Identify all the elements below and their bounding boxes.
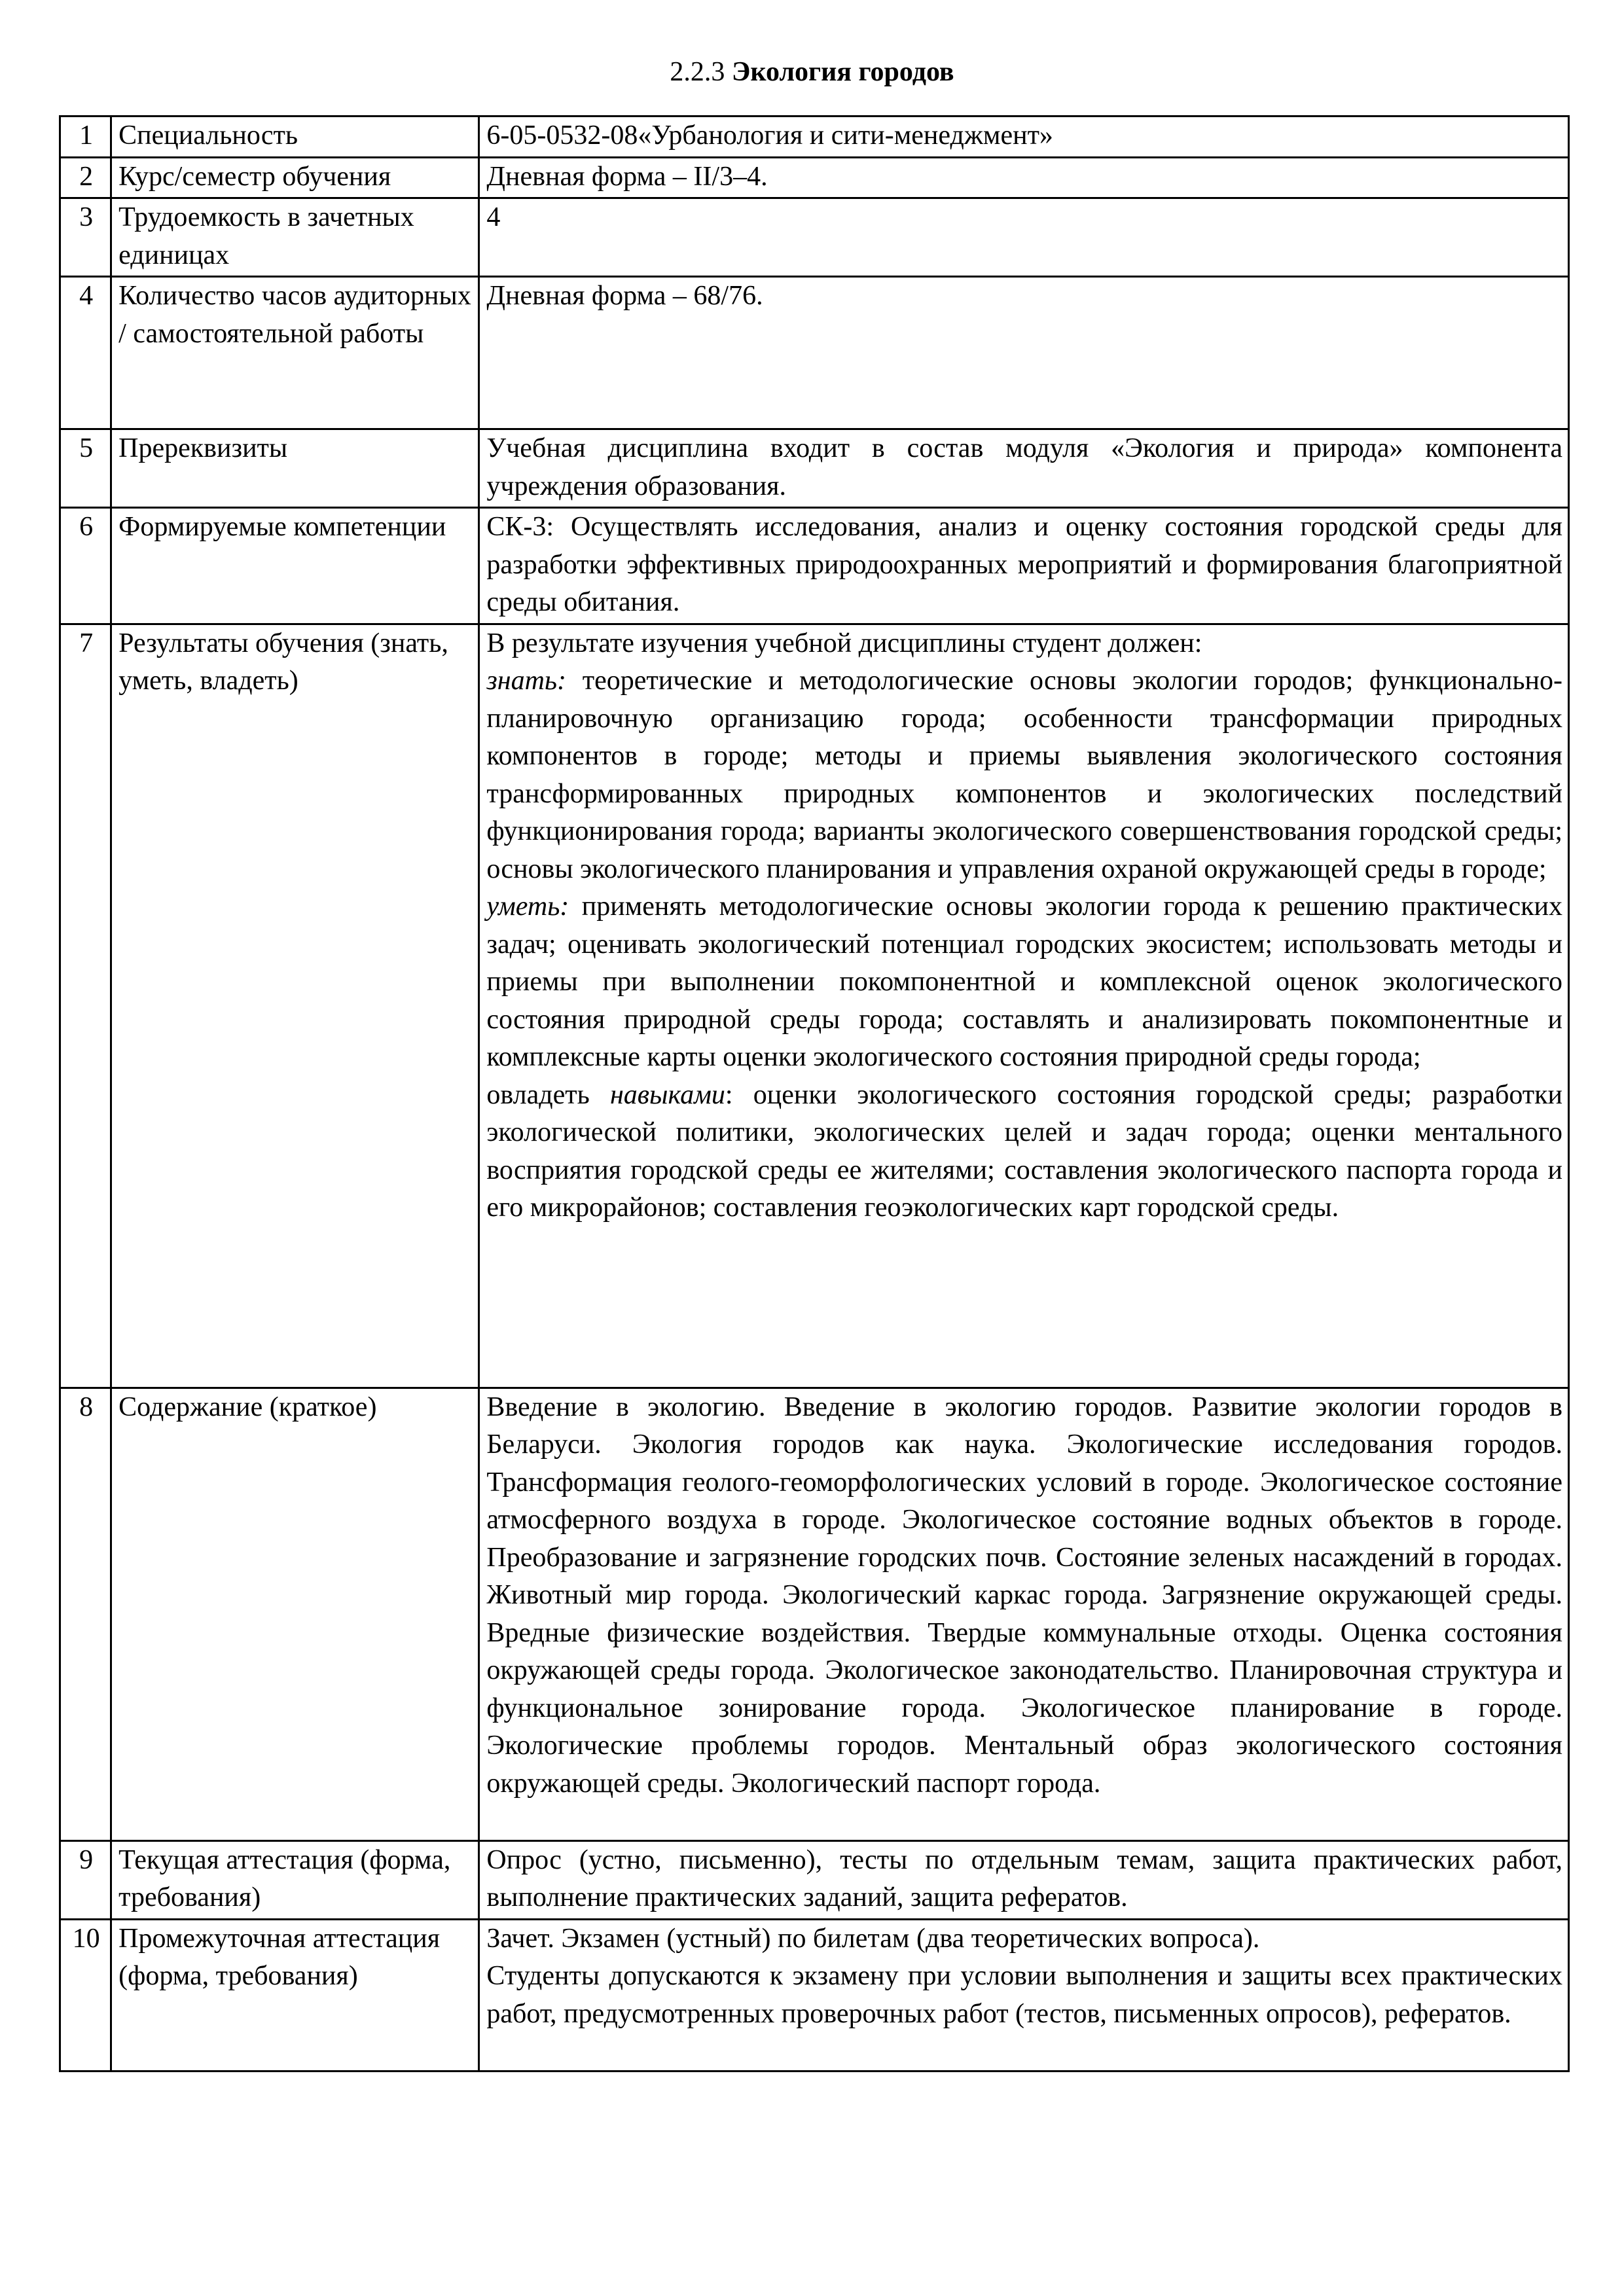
master-text: : оценки экологического состояния городской среды; разработки экологической политики, экологических целей и задач города; оценки ментального восприятия городской среды ее жителями; составления экологического паспорта города и его микрорайонов; составления геоэкологических карт городской среды. xyxy=(486,1079,1562,1223)
results-master xyxy=(486,1077,1562,1227)
row-value: Дневная форма – 68/76. xyxy=(479,277,1569,429)
results-can xyxy=(486,888,1562,1077)
table-row xyxy=(60,1840,1569,1919)
row-value: СК-3: Осуществлять исследования, анализ и оценку состояния городской среды для разработки эффективных природоохранных мероприятий и формирования благоприятной среды обитания. xyxy=(479,508,1569,624)
row-number: 2 xyxy=(60,157,111,198)
attestation-main: Зачет. Экзамен (устный) по билетам (два теоретических вопроса). xyxy=(486,1923,1260,1954)
row-value xyxy=(479,1919,1569,2071)
table-row xyxy=(60,429,1569,508)
row-label: Трудоемкость в зачетных единицах xyxy=(111,198,479,277)
table-row xyxy=(60,1388,1569,1840)
row-value: Опрос (устно, письменно), тесты по отдельным темам, защита практических работ, выполнение практических заданий, защита рефератов. xyxy=(479,1840,1569,1919)
row-number: 5 xyxy=(60,429,111,508)
row-label: Промежуточная аттестация (форма, требования) xyxy=(111,1919,479,2071)
results-intro: В результате изучения учебной дисциплины студент должен: xyxy=(486,628,1202,658)
table-row xyxy=(60,508,1569,624)
know-text: теоретические и методологические основы экологии городов; функционально-планировочную организацию города; особенности трансформации природных компонентов в городе; методы и приемы выявления экологического состояния трансформированных природных компонентов и экологических последствий функционирования города; варианты экологического совершенствования городской среды; основы экологического планирования и управления охраной окружающей среды в городе; xyxy=(486,666,1562,884)
row-number: 1 xyxy=(60,117,111,158)
row-label: Формируемые компетенции xyxy=(111,508,479,624)
row-value: 4 xyxy=(479,198,1569,277)
section-number: 2.2.3 xyxy=(670,57,725,87)
section-title: Экология городов xyxy=(731,57,954,87)
row-value xyxy=(479,624,1569,1388)
can-label: уметь: xyxy=(486,891,569,922)
know-label: знать: xyxy=(486,666,567,696)
row-value: Дневная форма – II/3–4. xyxy=(479,157,1569,198)
row-number: 4 xyxy=(60,277,111,429)
row-label: Курс/семестр обучения xyxy=(111,157,479,198)
row-value: 6-05-0532-08«Урбанология и сити-менеджмент» xyxy=(479,117,1569,158)
table-row xyxy=(60,157,1569,198)
row-number: 8 xyxy=(60,1388,111,1840)
attestation-conditions: Студенты допускаются к экзамену при условии выполнения и защиты всех практических работ, предусмотренных проверочных работ (тестов, письменных опросов), рефератов. xyxy=(486,1961,1562,2029)
table-row xyxy=(60,1919,1569,2071)
row-label: Специальность xyxy=(111,117,479,158)
table-row xyxy=(60,277,1569,429)
row-number: 10 xyxy=(60,1919,111,2071)
results-know xyxy=(486,662,1562,888)
table-row xyxy=(60,117,1569,158)
page-title xyxy=(0,54,1624,90)
row-label: Содержание (краткое) xyxy=(111,1388,479,1840)
course-table xyxy=(59,115,1570,2072)
master-label: навыками xyxy=(609,1079,725,1110)
master-prefix: овладеть xyxy=(486,1079,590,1110)
row-value: Учебная дисциплина входит в состав модуля «Экология и природа» компонента учреждения образования. xyxy=(479,429,1569,508)
row-label: Результаты обучения (знать, уметь, владеть) xyxy=(111,624,479,1388)
row-number: 6 xyxy=(60,508,111,624)
row-number: 9 xyxy=(60,1840,111,1919)
row-label: Пререквизиты xyxy=(111,429,479,508)
table-row xyxy=(60,198,1569,277)
row-number: 7 xyxy=(60,624,111,1388)
can-text: применять методологические основы экологии города к решению практических задач; оценивать экологический потенциал городских экосистем; использовать методы и приемы при выполнении покомпонентной и комплексной оценок экологического состояния природной среды города; составлять и анализировать покомпонентные и комплексные карты оценки экологического состояния природной среды города; xyxy=(486,891,1562,1072)
table-row xyxy=(60,624,1569,1388)
row-label: Количество часов аудиторных / самостоятельной работы xyxy=(111,277,479,429)
row-label: Текущая аттестация (форма, требования) xyxy=(111,1840,479,1919)
row-value: Введение в экологию. Введение в экологию городов. Развитие экологии городов в Беларуси. Экология городов как наука. Экологические исследования городов. Трансформация геолого-геоморфологических условий в городе. Экологическое состояние атмосферного воздуха в городе. Экологическое состояние водных объектов в городе. Преобразование и загрязнение городских почв. Состояние зеленых насаждений в городах. Животный мир города. Экологический каркас города. Загрязнение окружающей среды. Вредные физические воздействия. Твердые коммунальные отходы. Оценка состояния окружающей среды города. Экологическое законодательство. Планировочная структура и функциональное зонирование города. Экологическое планирование в городе. Экологические проблемы городов. Ментальный образ экологического состояния окружающей среды. Экологический паспорт города. xyxy=(479,1388,1569,1840)
row-number: 3 xyxy=(60,198,111,277)
